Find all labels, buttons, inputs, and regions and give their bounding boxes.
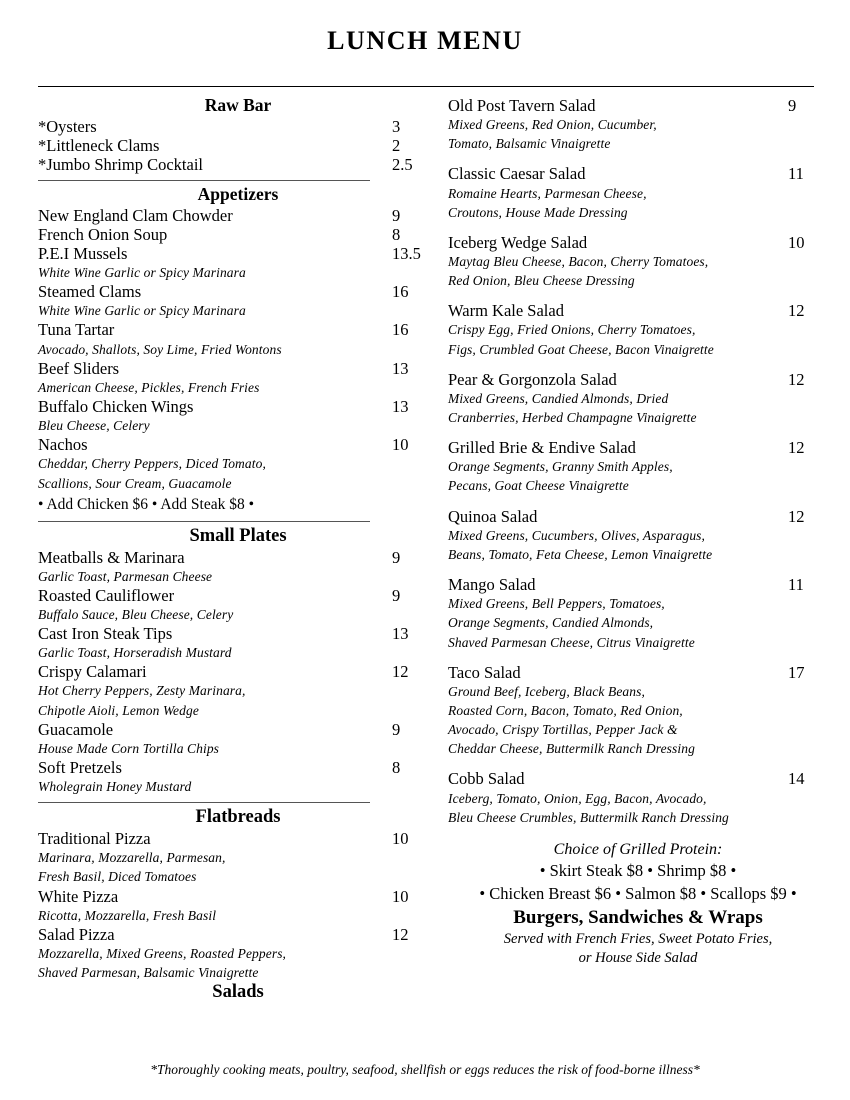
- menu-item-description: Romaine Hearts, Parmesan Cheese,: [448, 185, 647, 201]
- protein-line-2: • Chicken Breast $6 • Salmon $8 • Scallops $9 •: [479, 883, 797, 903]
- menu-item: [38, 155, 438, 174]
- menu-item: [448, 301, 828, 358]
- menu-item-name: P.E.I Mussels: [38, 243, 128, 263]
- menu-item-row: [38, 320, 438, 339]
- menu-item-name: Mango Salad: [448, 575, 536, 595]
- menu-item: [38, 244, 438, 282]
- menu-item-price: 11: [788, 164, 804, 184]
- menu-item-price: 9: [788, 96, 797, 115]
- menu-item-description: Mixed Greens, Red Onion, Cucumber,: [448, 117, 657, 133]
- menu-item-description: Mixed Greens, Cucumbers, Olives, Asparagus,: [448, 527, 706, 543]
- page-title: LUNCH MENU: [327, 26, 523, 55]
- menu-item-price: 12: [788, 301, 805, 321]
- menu-item-description: Fresh Basil, Diced Tomatoes: [38, 869, 197, 885]
- menu-item-name: Cast Iron Steak Tips: [38, 624, 173, 644]
- menu-item-price: 8: [392, 758, 401, 778]
- section-heading-salads: Salads: [212, 982, 264, 1003]
- menu-item-description: Maytag Bleu Cheese, Bacon, Cherry Tomatoes,: [448, 254, 709, 269]
- menu-item-name: Iceberg Wedge Salad: [448, 232, 588, 252]
- menu-item-price: 10: [392, 829, 409, 849]
- section-heading-small-plates: Small Plates: [189, 525, 287, 546]
- menu-item-row: [448, 438, 828, 457]
- menu-item-price: 9: [392, 585, 401, 605]
- menu-item-name: French Onion Soup: [38, 224, 168, 244]
- menu-item-name: Pear & Gorgonzola Salad: [448, 369, 617, 389]
- menu-item: [38, 548, 438, 586]
- menu-item-price: 16: [392, 282, 409, 302]
- appetizer-addons: • Add Chicken $6 • Add Steak $8 •: [38, 495, 255, 513]
- menu-item-price: 17: [788, 662, 805, 682]
- menu-item-description: Iceberg, Tomato, Onion, Egg, Bacon, Avocado,: [448, 790, 707, 806]
- menu-item-row: [448, 575, 828, 594]
- menu-item: [448, 233, 828, 290]
- menu-item-price: 11: [788, 575, 804, 595]
- menu-item-description: Wholegrain Honey Mustard: [38, 779, 192, 795]
- menu-item-name: Classic Caesar Salad: [448, 164, 586, 184]
- menu-item-description: Chipotle Aioli, Lemon Wedge: [38, 702, 199, 718]
- menu-item-price: 12: [392, 662, 409, 682]
- menu-item-name: Old Post Tavern Salad: [448, 96, 596, 115]
- menu-item-price: 8: [392, 224, 401, 244]
- menu-item-row: [38, 624, 438, 643]
- section-raw-bar: [38, 96, 438, 181]
- menu-item-description: Beans, Tomato, Feta Cheese, Lemon Vinaigrette: [448, 546, 713, 562]
- menu-item-name: Cobb Salad: [448, 769, 525, 789]
- section-flatbreads: [38, 807, 438, 982]
- menu-item-name: Buffalo Chicken Wings: [38, 396, 194, 416]
- menu-item-name: Guacamole: [38, 719, 114, 739]
- menu-item-description: Ground Beef, Iceberg, Black Beans,: [448, 683, 645, 699]
- menu-item-description: Avocado, Shallots, Soy Lime, Fried Wontons: [38, 341, 282, 357]
- menu-item-description: Shaved Parmesan Cheese, Citrus Vinaigrette: [448, 634, 695, 650]
- menu-item-price: 9: [392, 547, 401, 567]
- menu-item-price: 13: [392, 396, 409, 416]
- menu-item-description: Avocado, Crispy Tortillas, Pepper Jack &: [448, 722, 678, 738]
- menu-item: [448, 164, 828, 221]
- menu-item-description: Hot Cherry Peppers, Zesty Marinara,: [38, 683, 246, 699]
- menu-item-price: 13: [392, 624, 409, 644]
- footer-disclaimer: *Thoroughly cooking meats, poultry, seafood, shellfish or eggs reduces the risk of food-borne illness*: [150, 1062, 700, 1077]
- menu-item-name: Quinoa Salad: [448, 506, 538, 526]
- menu-item-row: [448, 370, 828, 389]
- menu-item-description: Bleu Cheese Crumbles, Buttermilk Ranch Dressing: [448, 809, 729, 825]
- section-heading-raw-bar: Raw Bar: [204, 95, 272, 115]
- menu-item-description: Mixed Greens, Bell Peppers, Tomatoes,: [448, 596, 665, 612]
- menu-item: [38, 136, 438, 155]
- small-plate-items: [38, 548, 438, 797]
- burgers-sub-line-1: Served with French Fries, Sweet Potato Fries,: [503, 930, 773, 947]
- small-plates-divider: [38, 802, 370, 803]
- menu-item-row: [38, 720, 438, 739]
- menu-item: [38, 887, 438, 925]
- menu-item-description: Mixed Greens, Candied Almonds, Dried: [448, 390, 669, 406]
- protein-title: Choice of Grilled Protein:: [553, 840, 723, 858]
- menu-item-description: American Cheese, Pickles, French Fries: [38, 379, 260, 395]
- menu-item-price: 10: [392, 886, 409, 906]
- grilled-protein-block: [448, 839, 828, 905]
- salad-items: [448, 96, 828, 827]
- menu-item-price: 12: [392, 924, 409, 944]
- menu-item-name: *Oysters: [38, 116, 97, 136]
- menu-item: [448, 507, 828, 564]
- menu-item: [38, 662, 438, 719]
- menu-item-row: [38, 586, 438, 605]
- menu-item-price: 12: [788, 506, 805, 526]
- menu-item-price: 12: [788, 369, 805, 389]
- menu-item-description: Garlic Toast, Horseradish Mustard: [38, 645, 232, 661]
- menu-item-name: *Jumbo Shrimp Cocktail: [38, 154, 203, 174]
- menu-item-name: Soft Pretzels: [38, 758, 122, 778]
- menu-item-description: Mozzarella, Mixed Greens, Roasted Peppers,: [38, 945, 287, 961]
- menu-item-price: 9: [392, 719, 401, 739]
- menu-item: [38, 225, 438, 244]
- menu-item-description: Tomato, Balsamic Vinaigrette: [448, 136, 611, 152]
- menu-item-description: House Made Corn Tortilla Chips: [38, 740, 220, 756]
- menu-item-name: Warm Kale Salad: [448, 301, 564, 321]
- burgers-sub-line-2: or House Side Salad: [578, 950, 698, 967]
- menu-item-name: Beef Sliders: [38, 358, 120, 378]
- right-column: [448, 96, 828, 969]
- menu-item: [448, 370, 828, 427]
- menu-item-name: Meatballs & Marinara: [38, 547, 185, 567]
- menu-item-row: [38, 225, 438, 244]
- menu-item-name: White Pizza: [38, 886, 119, 906]
- raw-bar-items: [38, 117, 438, 174]
- flatbread-items: [38, 829, 438, 982]
- menu-item: [38, 829, 438, 886]
- menu-item-name: Traditional Pizza: [38, 829, 151, 849]
- menu-item-row: [38, 548, 438, 567]
- menu-item-description: Croutons, House Made Dressing: [448, 204, 628, 220]
- menu-item-row: [38, 359, 438, 378]
- menu-item: [38, 206, 438, 225]
- menu-item-description: Pecans, Goat Cheese Vinaigrette: [448, 478, 629, 494]
- left-column: [38, 96, 438, 1004]
- menu-item-row: [38, 206, 438, 225]
- menu-columns: [0, 96, 850, 1004]
- menu-item-name: Grilled Brie & Endive Salad: [448, 438, 636, 458]
- menu-item-name: Crispy Calamari: [38, 662, 147, 682]
- menu-item-price: 10: [392, 435, 409, 455]
- menu-item-row: [38, 282, 438, 301]
- menu-item: [448, 769, 828, 826]
- menu-item-row: [448, 96, 828, 115]
- menu-item-description: White Wine Garlic or Spicy Marinara: [38, 303, 246, 319]
- menu-item-price: 10: [788, 232, 805, 252]
- menu-item-description: Cheddar, Cherry Peppers, Diced Tomato,: [38, 456, 266, 472]
- menu-item-price: 13.5: [392, 243, 421, 263]
- menu-item: [38, 117, 438, 136]
- menu-item: [38, 624, 438, 662]
- menu-item: [38, 586, 438, 624]
- protein-line-1: • Skirt Steak $8 • Shrimp $8 •: [539, 861, 737, 881]
- menu-item: [38, 435, 438, 492]
- menu-item: [38, 359, 438, 397]
- menu-item-row: [38, 435, 438, 454]
- menu-item-row: [38, 925, 438, 944]
- menu-item-row: [38, 136, 438, 155]
- menu-item-row: [38, 829, 438, 848]
- menu-item-name: New England Clam Chowder: [38, 205, 233, 225]
- menu-item: [38, 397, 438, 435]
- menu-item-description: Red Onion, Bleu Cheese Dressing: [448, 273, 635, 289]
- menu-item-price: 2.5: [392, 154, 413, 174]
- appetizer-items: [38, 206, 438, 493]
- menu-item: [448, 663, 828, 759]
- menu-item-description: Crispy Egg, Fried Onions, Cherry Tomatoes,: [448, 322, 696, 338]
- menu-item: [38, 925, 438, 982]
- menu-item: [448, 438, 828, 495]
- menu-item-name: *Littleneck Clams: [38, 135, 160, 155]
- menu-item-description: Orange Segments, Granny Smith Apples,: [448, 459, 673, 475]
- menu-item-description: White Wine Garlic or Spicy Marinara: [38, 264, 246, 280]
- section-small-plates: [38, 526, 438, 804]
- menu-item-description: Bleu Cheese, Celery: [38, 418, 150, 434]
- menu-item-description: Garlic Toast, Parmesan Cheese: [38, 568, 213, 584]
- menu-item-row: [448, 233, 828, 252]
- menu-item-row: [448, 301, 828, 320]
- menu-item-row: [38, 117, 438, 136]
- menu-item-price: 12: [788, 438, 805, 458]
- menu-item: [38, 758, 438, 796]
- section-heading-appetizers: Appetizers: [197, 183, 279, 204]
- menu-item-price: 2: [392, 135, 401, 155]
- menu-item-row: [448, 164, 828, 183]
- menu-item-row: [38, 397, 438, 416]
- menu-item-name: Taco Salad: [448, 662, 521, 682]
- menu-item-name: Roasted Cauliflower: [38, 585, 175, 605]
- menu-item-price: 16: [392, 320, 409, 340]
- section-appetizers: [38, 185, 438, 522]
- menu-item-row: [448, 663, 828, 682]
- menu-item-row: [448, 507, 828, 526]
- menu-item-description: Figs, Crumbled Goat Cheese, Bacon Vinaigrette: [448, 341, 714, 357]
- menu-item-name: Steamed Clams: [38, 282, 142, 302]
- header-divider: [38, 86, 814, 87]
- menu-item-description: Buffalo Sauce, Bleu Cheese, Celery: [38, 606, 234, 622]
- menu-item-description: Cheddar Cheese, Buttermilk Ranch Dressing: [448, 741, 695, 757]
- menu-item-row: [38, 244, 438, 263]
- burgers-block: [448, 907, 828, 969]
- menu-item: [448, 575, 828, 652]
- menu-item-row: [38, 662, 438, 681]
- menu-item-price: 9: [392, 205, 401, 225]
- raw-bar-divider: [38, 180, 370, 181]
- menu-item-row: [38, 155, 438, 174]
- menu-item-price: 13: [392, 358, 409, 378]
- menu-item-description: Scallions, Sour Cream, Guacamole: [38, 475, 232, 491]
- menu-item-description: Marinara, Mozzarella, Parmesan,: [38, 850, 226, 866]
- menu-item: [38, 720, 438, 758]
- menu-item-description: Cranberries, Herbed Champagne Vinaigrette: [448, 410, 697, 426]
- menu-item: [38, 282, 438, 320]
- menu-item-row: [448, 769, 828, 788]
- menu-item: [448, 96, 828, 153]
- menu-item-description: Shaved Parmesan, Balsamic Vinaigrette: [38, 965, 259, 981]
- menu-item-row: [38, 758, 438, 777]
- menu-item-description: Orange Segments, Candied Almonds,: [448, 615, 654, 631]
- menu-item-row: [38, 887, 438, 906]
- menu-item-price: 3: [392, 116, 401, 136]
- section-heading-burgers: Burgers, Sandwiches & Wraps: [513, 906, 763, 928]
- menu-item-name: Nachos: [38, 435, 88, 455]
- menu-item-name: Salad Pizza: [38, 924, 115, 944]
- menu-item: [38, 320, 438, 358]
- section-heading-flatbreads: Flatbreads: [195, 807, 281, 828]
- menu-item-description: Roasted Corn, Bacon, Tomato, Red Onion,: [448, 702, 683, 718]
- menu-item-name: Tuna Tartar: [38, 320, 115, 340]
- menu-item-price: 14: [788, 769, 805, 789]
- menu-item-description: Ricotta, Mozzarella, Fresh Basil: [38, 907, 217, 923]
- appetizers-divider: [38, 521, 370, 522]
